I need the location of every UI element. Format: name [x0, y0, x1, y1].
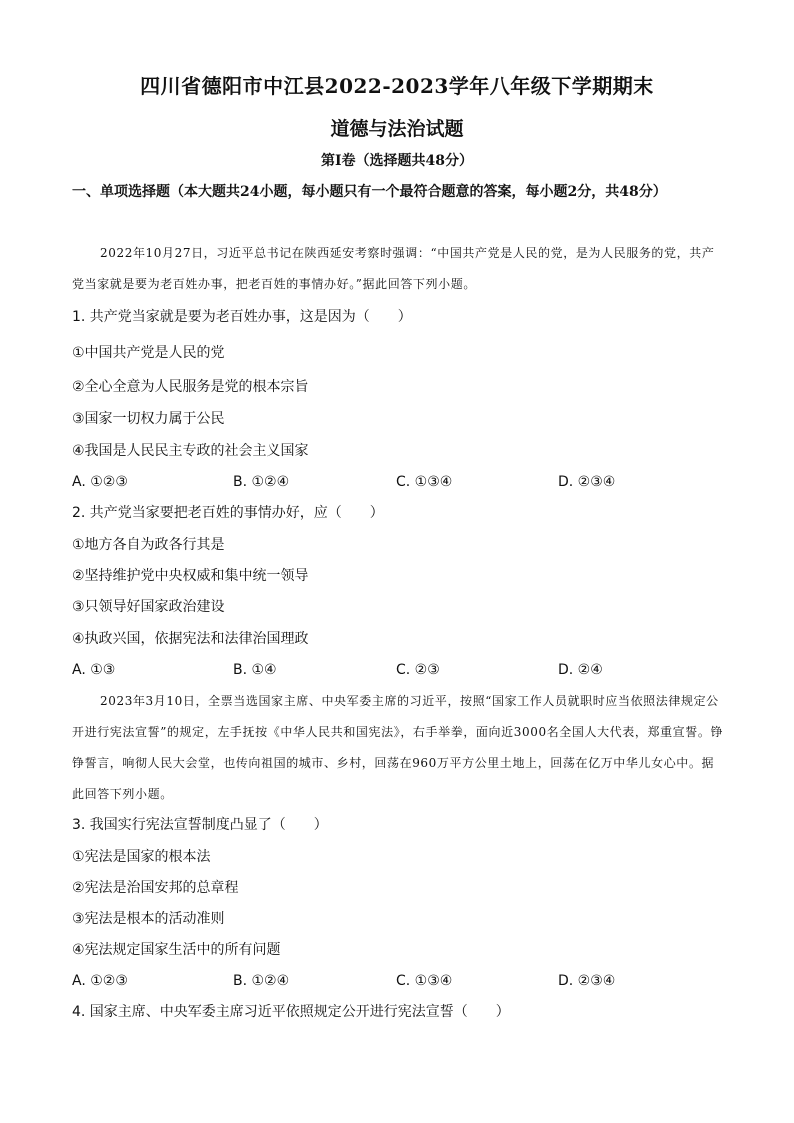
exam-title: 四川省德阳市中江县2022-2023学年八年级下学期期末 [140, 74, 654, 98]
question-3-option-c: C. ①③④ [396, 973, 453, 989]
question-2-option-b: B. ①④ [233, 662, 277, 678]
question-2-statement: ②坚持维护党中央权威和集中统一领导 [72, 568, 309, 584]
question-3-statement: ①宪法是国家的根本法 [72, 849, 211, 865]
question-1-statement: ④我国是人民民主专政的社会主义国家 [72, 443, 309, 459]
question-1-statement: ②全心全意为人民服务是党的根本宗旨 [72, 379, 309, 395]
question-3-statement: ③宪法是根本的活动准则 [72, 911, 225, 927]
question-2-option-c: C. ②③ [396, 662, 440, 678]
volume-heading: 第Ⅰ卷（选择题共48分） [320, 153, 474, 169]
question-2-stem: 2. 共产党当家要把老百姓的事情办好，应（ ） [72, 505, 384, 521]
question-3-stem: 3. 我国实行宪法宣誓制度凸显了（ ） [72, 817, 328, 833]
question-1-option-c: C. ①③④ [396, 474, 453, 490]
material-passage-2: 2023年3月10日，全票当选国家主席、中央军委主席的习近平，按照“国家工作人员就职时应当依照法律规定公开进行宪法宣誓”的规定，左手抚按《中华人民共和国宪法》，右手举拳，面向近3000名全国人大代表，郑重宣誓。铮铮誓言，响彻人民大会堂，也传向祖国的城市、乡村，回荡在960万平方公里土地上，回荡在亿万中华儿女心中。据此回答下列小题。 [72, 694, 724, 801]
question-1-option-a: A. ①②③ [72, 474, 128, 490]
question-1-stem: 1. 共产党当家就是要为老百姓办事，这是因为（ ） [72, 309, 412, 325]
material-passage-1: 2022年10月27日，习近平总书记在陕西延安考察时强调：“中国共产党是人民的党，是为人民服务的党，共产党当家就是要为老百姓办事，把老百姓的事情办好。”据此回答下列小题。 [72, 246, 715, 291]
question-1-option-b: B. ①②④ [233, 474, 290, 490]
question-3-option-a: A. ①②③ [72, 973, 128, 989]
question-2-statement: ①地方各自为政各行其是 [72, 537, 225, 553]
section-heading: 一、单项选择题（本大题共24小题，每小题只有一个最符合题意的答案，每小题2分，共48分） [72, 184, 667, 200]
question-2-statement: ④执政兴国，依据宪法和法律治国理政 [72, 631, 309, 647]
question-1-option-d: D. ②③④ [558, 474, 616, 490]
question-2-option-d: D. ②④ [558, 662, 603, 678]
question-3-option-d: D. ②③④ [558, 973, 616, 989]
question-4-stem: 4. 国家主席、中央军委主席习近平依照规定公开进行宪法宣誓（ ） [72, 1004, 510, 1020]
question-3-option-b: B. ①②④ [233, 973, 290, 989]
question-2-statement: ③只领导好国家政治建设 [72, 599, 225, 615]
question-3-statement: ②宪法是治国安邦的总章程 [72, 880, 239, 896]
question-3-statement: ④宪法规定国家生活中的所有问题 [72, 942, 281, 958]
question-1-statement: ③国家一切权力属于公民 [72, 411, 225, 427]
question-2-option-a: A. ①③ [72, 662, 116, 678]
exam-subject: 道德与法治试题 [330, 118, 464, 140]
question-1-statement: ①中国共产党是人民的党 [72, 345, 225, 361]
